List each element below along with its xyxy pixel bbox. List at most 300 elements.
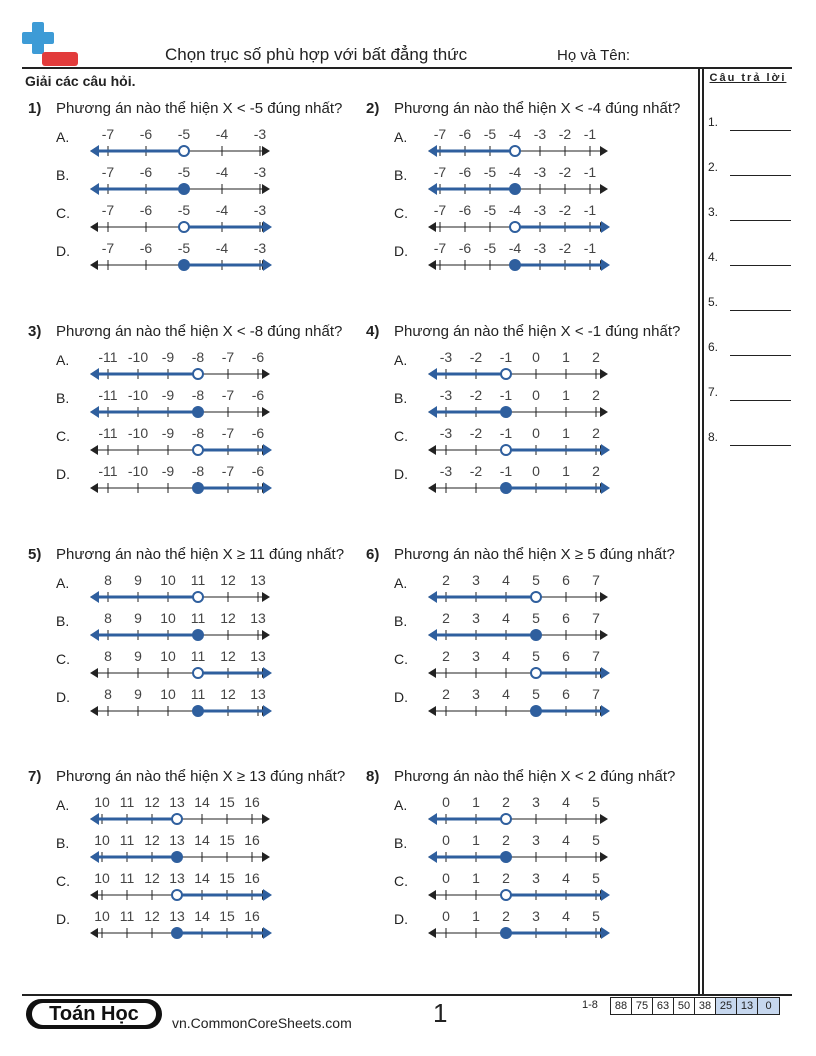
tick-label: 10	[94, 870, 110, 886]
problem-number: 2)	[366, 100, 380, 117]
score-cell: 63	[653, 998, 674, 1014]
tick-label: 13	[250, 686, 266, 702]
number-line-option[interactable]	[428, 127, 612, 163]
right-arrow-icon	[262, 852, 270, 862]
solution-arrow-icon	[601, 927, 610, 939]
tick-label: 7	[592, 648, 600, 664]
tick-label: -6	[458, 202, 472, 218]
number-line-option[interactable]	[90, 833, 274, 869]
page-number: 1	[433, 998, 448, 1028]
open-dot	[501, 814, 511, 824]
tick-label: -5	[483, 240, 497, 256]
tick-label: 1	[562, 425, 570, 441]
option-letter: D.	[394, 466, 408, 482]
number-line-option[interactable]	[90, 388, 274, 424]
number-line-option[interactable]	[90, 464, 274, 500]
tick-label: 0	[442, 870, 450, 886]
tick-label: -5	[483, 202, 497, 218]
tick-label: -6	[458, 164, 472, 180]
tick-label: 4	[562, 908, 570, 924]
tick-label: 6	[562, 686, 570, 702]
tick-label: 6	[562, 610, 570, 626]
solution-arrow-icon	[263, 259, 272, 271]
open-dot	[501, 890, 511, 900]
number-line-option[interactable]	[90, 687, 274, 723]
tick-label: 13	[169, 870, 185, 886]
tick-label: 3	[532, 870, 540, 886]
tick-label: -2	[469, 387, 483, 403]
number-line-option[interactable]	[90, 426, 274, 462]
tick-label: -8	[191, 425, 205, 441]
option-letter: B.	[56, 167, 70, 183]
solution-arrow-icon	[601, 889, 610, 901]
tick-label: -5	[177, 202, 191, 218]
tick-label: 2	[592, 387, 600, 403]
right-arrow-icon	[262, 630, 270, 640]
closed-dot	[193, 706, 203, 716]
option-letter: A.	[394, 575, 408, 591]
tick-label: 11	[119, 908, 135, 924]
open-dot	[179, 222, 189, 232]
solution-arrow-icon	[90, 145, 99, 157]
tick-label: 1	[562, 387, 570, 403]
option-letter: C.	[56, 205, 70, 221]
tick-label: 11	[190, 686, 206, 702]
tick-label: 5	[592, 832, 600, 848]
tick-label: 10	[94, 832, 110, 848]
option-letter: D.	[394, 243, 408, 259]
tick-label: 15	[219, 794, 235, 810]
tick-label: 6	[562, 648, 570, 664]
tick-label: -6	[458, 126, 472, 142]
closed-dot	[172, 852, 182, 862]
open-dot	[531, 592, 541, 602]
tick-label: -4	[508, 126, 522, 142]
number-line-option[interactable]	[428, 388, 612, 424]
number-line-option[interactable]	[428, 350, 612, 386]
score-cell: 0	[758, 998, 779, 1014]
number-line-option[interactable]	[428, 611, 612, 647]
tick-label: 4	[562, 832, 570, 848]
tick-label: -2	[469, 463, 483, 479]
tick-label: 10	[160, 648, 176, 664]
score-cell: 25	[716, 998, 737, 1014]
tick-label: 8	[104, 610, 112, 626]
option-letter: B.	[56, 390, 70, 406]
solution-arrow-icon	[601, 259, 610, 271]
tick-label: 13	[169, 832, 185, 848]
score-range-label: 1-8	[582, 999, 598, 1011]
answer-blank-2[interactable]	[730, 175, 791, 176]
tick-label: 16	[244, 870, 260, 886]
answer-blank-8[interactable]	[730, 445, 791, 446]
closed-dot	[193, 630, 203, 640]
solution-arrow-icon	[263, 889, 272, 901]
tick-label: -3	[533, 126, 547, 142]
number-line-option[interactable]	[428, 203, 612, 239]
closed-dot	[510, 184, 520, 194]
tick-label: 10	[94, 794, 110, 810]
answer-blank-5[interactable]	[730, 310, 791, 311]
tick-label: -8	[191, 463, 205, 479]
tick-label: -8	[191, 349, 205, 365]
right-arrow-icon	[262, 146, 270, 156]
tick-label: 2	[442, 610, 450, 626]
option-letter: B.	[394, 835, 408, 851]
tick-label: 4	[562, 870, 570, 886]
tick-label: 7	[592, 686, 600, 702]
tick-label: 11	[190, 572, 206, 588]
problem-number: 7)	[28, 768, 42, 785]
score-cell: 38	[695, 998, 716, 1014]
problem-number: 8)	[366, 768, 380, 785]
tick-label: -2	[558, 202, 572, 218]
number-line-option[interactable]	[428, 165, 612, 201]
solution-arrow-icon	[263, 221, 272, 233]
tick-label: -5	[177, 126, 191, 142]
tick-label: 15	[219, 908, 235, 924]
tick-label: -3	[253, 126, 267, 142]
problem-2	[366, 100, 706, 300]
problem-3	[28, 323, 368, 523]
tick-label: 15	[219, 870, 235, 886]
solution-arrow-icon	[90, 629, 99, 641]
tick-label: -7	[101, 202, 115, 218]
tick-label: 10	[160, 686, 176, 702]
tick-label: -10	[127, 349, 149, 365]
right-arrow-icon	[262, 814, 270, 824]
left-arrow-icon	[90, 890, 98, 900]
tick-label: -6	[139, 202, 153, 218]
tick-label: 8	[104, 648, 112, 664]
tick-label: 12	[220, 686, 236, 702]
right-arrow-icon	[600, 814, 608, 824]
closed-dot	[501, 483, 511, 493]
closed-dot	[193, 483, 203, 493]
open-dot	[172, 814, 182, 824]
tick-label: 0	[532, 463, 540, 479]
plus-minus-logo-icon	[22, 22, 78, 68]
tick-label: -6	[139, 240, 153, 256]
answer-blank-3[interactable]	[730, 220, 791, 221]
option-letter: B.	[394, 390, 408, 406]
problem-number: 6)	[366, 546, 380, 563]
tick-label: -6	[251, 349, 265, 365]
tick-label: 4	[562, 794, 570, 810]
tick-label: 0	[442, 832, 450, 848]
tick-label: 9	[134, 648, 142, 664]
tick-label: 12	[144, 908, 160, 924]
name-label: Họ và Tên:	[557, 47, 631, 64]
tick-label: 14	[194, 870, 210, 886]
number-line-option[interactable]	[428, 241, 612, 277]
right-arrow-icon	[600, 407, 608, 417]
tick-label: 12	[144, 832, 160, 848]
tick-label: 3	[532, 908, 540, 924]
tick-label: -6	[251, 387, 265, 403]
tick-label: 13	[250, 648, 266, 664]
answer-blank-6[interactable]	[730, 355, 791, 356]
tick-label: -3	[253, 164, 267, 180]
left-arrow-icon	[90, 706, 98, 716]
tick-label: 11	[190, 610, 206, 626]
option-letter: A.	[56, 575, 70, 591]
problem-7	[28, 768, 368, 968]
closed-dot	[172, 928, 182, 938]
tick-label: -2	[469, 425, 483, 441]
score-cell: 75	[632, 998, 653, 1014]
tick-label: 2	[502, 870, 510, 886]
tick-label: 3	[532, 832, 540, 848]
problem-question: Phương án nào thể hiện X < 2 đúng nhất?	[394, 768, 676, 785]
answer-label-3: 3.	[708, 205, 719, 219]
tick-label: -7	[101, 164, 115, 180]
solution-arrow-icon	[263, 705, 272, 717]
tick-label: -1	[499, 387, 513, 403]
tick-label: 1	[562, 349, 570, 365]
tick-label: -3	[253, 202, 267, 218]
tick-label: 0	[532, 349, 540, 365]
tick-label: 5	[592, 908, 600, 924]
option-letter: B.	[394, 167, 408, 183]
problem-4	[366, 323, 706, 523]
answer-label-1: 1.	[708, 115, 719, 129]
tick-label: -4	[215, 240, 229, 256]
solution-arrow-icon	[601, 482, 610, 494]
number-line-option[interactable]	[428, 833, 612, 869]
closed-dot	[501, 852, 511, 862]
solution-arrow-icon	[263, 667, 272, 679]
open-dot	[179, 146, 189, 156]
option-letter: A.	[394, 129, 408, 145]
brand-label: Toán Học	[32, 1003, 156, 1025]
number-line-option[interactable]	[90, 203, 274, 239]
option-letter: A.	[394, 352, 408, 368]
problem-6	[366, 546, 706, 746]
tick-label: 3	[472, 572, 480, 588]
answer-label-8: 8.	[708, 430, 719, 444]
tick-label: -3	[253, 240, 267, 256]
solution-arrow-icon	[601, 705, 610, 717]
option-letter: A.	[394, 797, 408, 813]
tick-label: 12	[144, 794, 160, 810]
tick-label: -7	[101, 126, 115, 142]
tick-label: 1	[472, 832, 480, 848]
closed-dot	[510, 260, 520, 270]
number-line-option[interactable]	[90, 127, 274, 163]
solution-arrow-icon	[428, 629, 437, 641]
tick-label: 10	[160, 572, 176, 588]
number-line-option[interactable]	[428, 687, 612, 723]
left-arrow-icon	[90, 222, 98, 232]
option-letter: D.	[394, 689, 408, 705]
left-arrow-icon	[90, 928, 98, 938]
number-line-option[interactable]	[90, 573, 274, 609]
open-dot	[193, 445, 203, 455]
tick-label: 9	[134, 686, 142, 702]
tick-label: -5	[483, 164, 497, 180]
problem-question: Phương án nào thể hiện X < -8 đúng nhất?	[56, 323, 343, 340]
tick-label: 14	[194, 794, 210, 810]
tick-label: -4	[508, 164, 522, 180]
tick-label: 13	[169, 794, 185, 810]
left-arrow-icon	[428, 706, 436, 716]
open-dot	[531, 668, 541, 678]
problem-question: Phương án nào thể hiện X < -4 đúng nhất?	[394, 100, 681, 117]
open-dot	[193, 592, 203, 602]
tick-label: -5	[483, 126, 497, 142]
tick-label: 3	[472, 648, 480, 664]
tick-label: 10	[160, 610, 176, 626]
answer-blank-4[interactable]	[730, 265, 791, 266]
closed-dot	[179, 260, 189, 270]
option-letter: D.	[56, 466, 70, 482]
tick-label: 12	[220, 648, 236, 664]
tick-label: 2	[592, 425, 600, 441]
solution-arrow-icon	[428, 406, 437, 418]
tick-label: 5	[592, 870, 600, 886]
option-letter: B.	[394, 613, 408, 629]
number-line-option[interactable]	[428, 464, 612, 500]
tick-label: -4	[215, 202, 229, 218]
score-cell: 13	[737, 998, 758, 1014]
tick-label: 13	[169, 908, 185, 924]
solution-arrow-icon	[90, 406, 99, 418]
tick-label: -7	[433, 202, 447, 218]
score-cell: 50	[674, 998, 695, 1014]
option-letter: C.	[394, 205, 408, 221]
number-line-option[interactable]	[90, 649, 274, 685]
left-arrow-icon	[90, 668, 98, 678]
tick-label: 13	[250, 610, 266, 626]
solution-arrow-icon	[90, 183, 99, 195]
tick-label: 9	[134, 572, 142, 588]
tick-label: -11	[98, 387, 118, 403]
tick-label: -6	[251, 425, 265, 441]
tick-label: 12	[144, 870, 160, 886]
tick-label: 1	[472, 794, 480, 810]
tick-label: -6	[139, 126, 153, 142]
tick-label: -2	[558, 240, 572, 256]
tick-label: 4	[502, 648, 510, 664]
tick-label: 13	[250, 572, 266, 588]
left-arrow-icon	[428, 445, 436, 455]
left-arrow-icon	[428, 890, 436, 900]
number-line-option[interactable]	[428, 573, 612, 609]
tick-label: 12	[220, 572, 236, 588]
closed-dot	[193, 407, 203, 417]
solution-arrow-icon	[428, 851, 437, 863]
option-letter: C.	[56, 428, 70, 444]
tick-label: 2	[592, 349, 600, 365]
problem-number: 3)	[28, 323, 42, 340]
tick-label: 7	[592, 610, 600, 626]
problem-8	[366, 768, 706, 968]
solution-arrow-icon	[90, 591, 99, 603]
problem-number: 4)	[366, 323, 380, 340]
number-line-option[interactable]	[90, 350, 274, 386]
tick-label: -3	[439, 349, 453, 365]
tick-label: -6	[139, 164, 153, 180]
left-arrow-icon	[428, 483, 436, 493]
answer-blank-7[interactable]	[730, 400, 791, 401]
tick-label: -4	[508, 240, 522, 256]
tick-label: -9	[161, 425, 175, 441]
option-letter: D.	[56, 911, 70, 927]
answer-blank-1[interactable]	[730, 130, 791, 131]
tick-label: -2	[469, 349, 483, 365]
number-line-option[interactable]	[428, 909, 612, 945]
number-line-option[interactable]	[428, 649, 612, 685]
tick-label: -9	[161, 387, 175, 403]
tick-label: 0	[442, 794, 450, 810]
right-arrow-icon	[262, 592, 270, 602]
number-line-option[interactable]	[90, 611, 274, 647]
solution-arrow-icon	[263, 482, 272, 494]
tick-label: 4	[502, 610, 510, 626]
tick-label: 8	[104, 686, 112, 702]
tick-label: -3	[533, 240, 547, 256]
tick-label: 2	[442, 572, 450, 588]
number-line-option[interactable]	[428, 871, 612, 907]
number-line-option[interactable]	[428, 426, 612, 462]
number-line-option[interactable]	[90, 909, 274, 945]
tick-label: 12	[220, 610, 236, 626]
number-line-option[interactable]	[90, 241, 274, 277]
number-line-option[interactable]	[428, 795, 612, 831]
problem-1	[28, 100, 368, 300]
right-arrow-icon	[600, 852, 608, 862]
tick-label: -7	[101, 240, 115, 256]
tick-label: -7	[221, 349, 235, 365]
tick-label: 11	[119, 832, 135, 848]
tick-label: 5	[532, 572, 540, 588]
option-letter: D.	[56, 243, 70, 259]
score-cell: 88	[611, 998, 632, 1014]
tick-label: -7	[221, 387, 235, 403]
number-line-option[interactable]	[90, 165, 274, 201]
tick-label: -2	[558, 164, 572, 180]
tick-label: -5	[177, 240, 191, 256]
right-arrow-icon	[600, 630, 608, 640]
tick-label: -4	[508, 202, 522, 218]
tick-label: -1	[583, 164, 597, 180]
tick-label: 5	[532, 648, 540, 664]
solution-arrow-icon	[428, 183, 437, 195]
tick-label: 4	[502, 572, 510, 588]
tick-label: 2	[502, 832, 510, 848]
option-letter: C.	[56, 651, 70, 667]
closed-dot	[501, 928, 511, 938]
number-line-option[interactable]	[90, 871, 274, 907]
solution-arrow-icon	[263, 927, 272, 939]
tick-label: -3	[439, 425, 453, 441]
solution-arrow-icon	[428, 591, 437, 603]
right-arrow-icon	[262, 184, 270, 194]
tick-label: 14	[194, 908, 210, 924]
tick-label: 1	[562, 463, 570, 479]
option-letter: D.	[394, 911, 408, 927]
tick-label: 9	[134, 610, 142, 626]
closed-dot	[179, 184, 189, 194]
left-arrow-icon	[90, 445, 98, 455]
solution-arrow-icon	[428, 813, 437, 825]
number-line-option[interactable]	[90, 795, 274, 831]
tick-label: -1	[499, 349, 513, 365]
bottom-divider	[22, 994, 792, 996]
answer-label-6: 6.	[708, 340, 719, 354]
solution-arrow-icon	[90, 368, 99, 380]
